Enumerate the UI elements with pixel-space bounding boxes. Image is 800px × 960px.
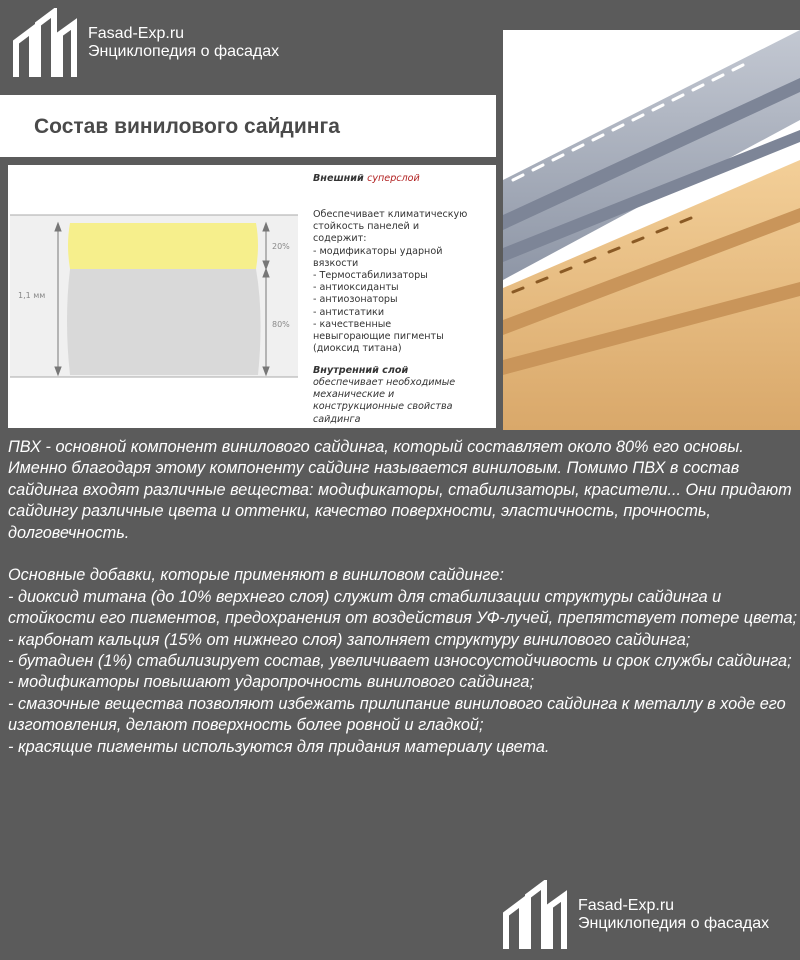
logo-subtitle: Энциклопедия о фасадах: [88, 43, 280, 60]
layer-cross-section: [8, 165, 308, 428]
top-percent-label: 20%: [272, 242, 290, 251]
outer-line: - антиоксиданты: [313, 282, 399, 294]
layer-diagram: [8, 165, 496, 428]
inner-layer-heading: Внутренний слой: [313, 365, 409, 376]
building-logo-icon: [500, 880, 570, 950]
building-logo-icon: [10, 8, 80, 78]
additive-item: - модификаторы повышают ударопрочность винилового сайдинга;: [8, 673, 534, 692]
bottom-percent-label: 80%: [272, 320, 290, 329]
inner-layer-description: [313, 377, 495, 426]
siding-panels-illustration: [503, 30, 800, 430]
outer-layer-description: [313, 209, 495, 355]
additives-intro: Основные добавки, которые применяют в виниловом сайдинге:: [8, 566, 504, 585]
outer-line: - Термостабилизаторы: [313, 270, 428, 282]
outer-line: вязкости: [313, 257, 359, 269]
outer-line: содержит:: [313, 233, 367, 245]
outer-layer-accent: суперслой: [367, 173, 420, 184]
article-body: [8, 437, 798, 758]
additive-item: - диоксид титана (до 10% верхнего слоя) служит для стабилизации структуры сайдинга и стойкости его пигментов, предохранения от воздействия УФ-лучей, препятствует потере цвета;: [8, 587, 798, 628]
additive-item: - красящие пигменты используются для придания материалу цвета.: [8, 737, 550, 756]
inner-line: конструкционные свойства: [313, 401, 453, 413]
siding-panels-image: [503, 30, 800, 430]
site-logo-bottom[interactable]: [500, 880, 769, 950]
logo-site-name: Fasad-Exp.ru: [88, 24, 185, 42]
inner-layer-shape: [67, 269, 261, 375]
outer-layer-heading: [313, 173, 420, 185]
inner-line: механические и: [313, 389, 395, 401]
outer-line: Обеспечивает климатическую: [313, 209, 468, 220]
additive-item: - смазочные вещества позволяют избежать прилипание винилового сайдинга к металлу в ходе его изготовления, делают поверхность более ровной и гладкой;: [8, 694, 786, 735]
site-logo[interactable]: [10, 8, 279, 78]
inner-line: обеспечивает необходимые: [313, 377, 456, 388]
outer-line: невыгорающие пигменты: [313, 331, 444, 343]
outer-line: стойкость панелей и: [313, 221, 420, 233]
outer-line: (диоксид титана): [313, 343, 402, 355]
outer-line: - качественные: [313, 318, 392, 330]
logo-site-name: Fasad-Exp.ru: [578, 896, 675, 914]
page-title: Состав винилового сайдинга: [34, 115, 340, 138]
thickness-label: 1,1 мм: [18, 291, 46, 300]
additive-item: - карбонат кальция (15% от нижнего слоя) заполняет структуру винилового сайдинга;: [8, 630, 691, 649]
outer-layer-word: Внешний: [313, 173, 364, 184]
additive-item: - бутадиен (1%) стабилизирует состав, увеличивает износоустойчивость и срок службы сайдинга;: [8, 652, 792, 671]
inner-line: сайдинга: [313, 413, 361, 425]
outer-layer-shape: [68, 223, 258, 269]
intro-paragraph: ПВХ - основной компонент винилового сайдинга, который составляет около 80% его основы. Именно благодаря этому компоненту сайдинг называется виниловым. Помимо ПВХ в состав сайдинга входят различные вещества: модификаторы, стабилизаторы, красители... Они придают сайдингу различные цвета и оттенки, качество поверхности, эластичность, прочность, долговечность.: [8, 438, 792, 542]
logo-subtitle: Энциклопедия о фасадах: [578, 915, 770, 932]
outer-line: - антистатики: [313, 306, 385, 318]
outer-line: - антиозонаторы: [313, 294, 398, 306]
outer-line: - модификаторы ударной: [313, 245, 443, 257]
title-bar: [0, 95, 496, 157]
